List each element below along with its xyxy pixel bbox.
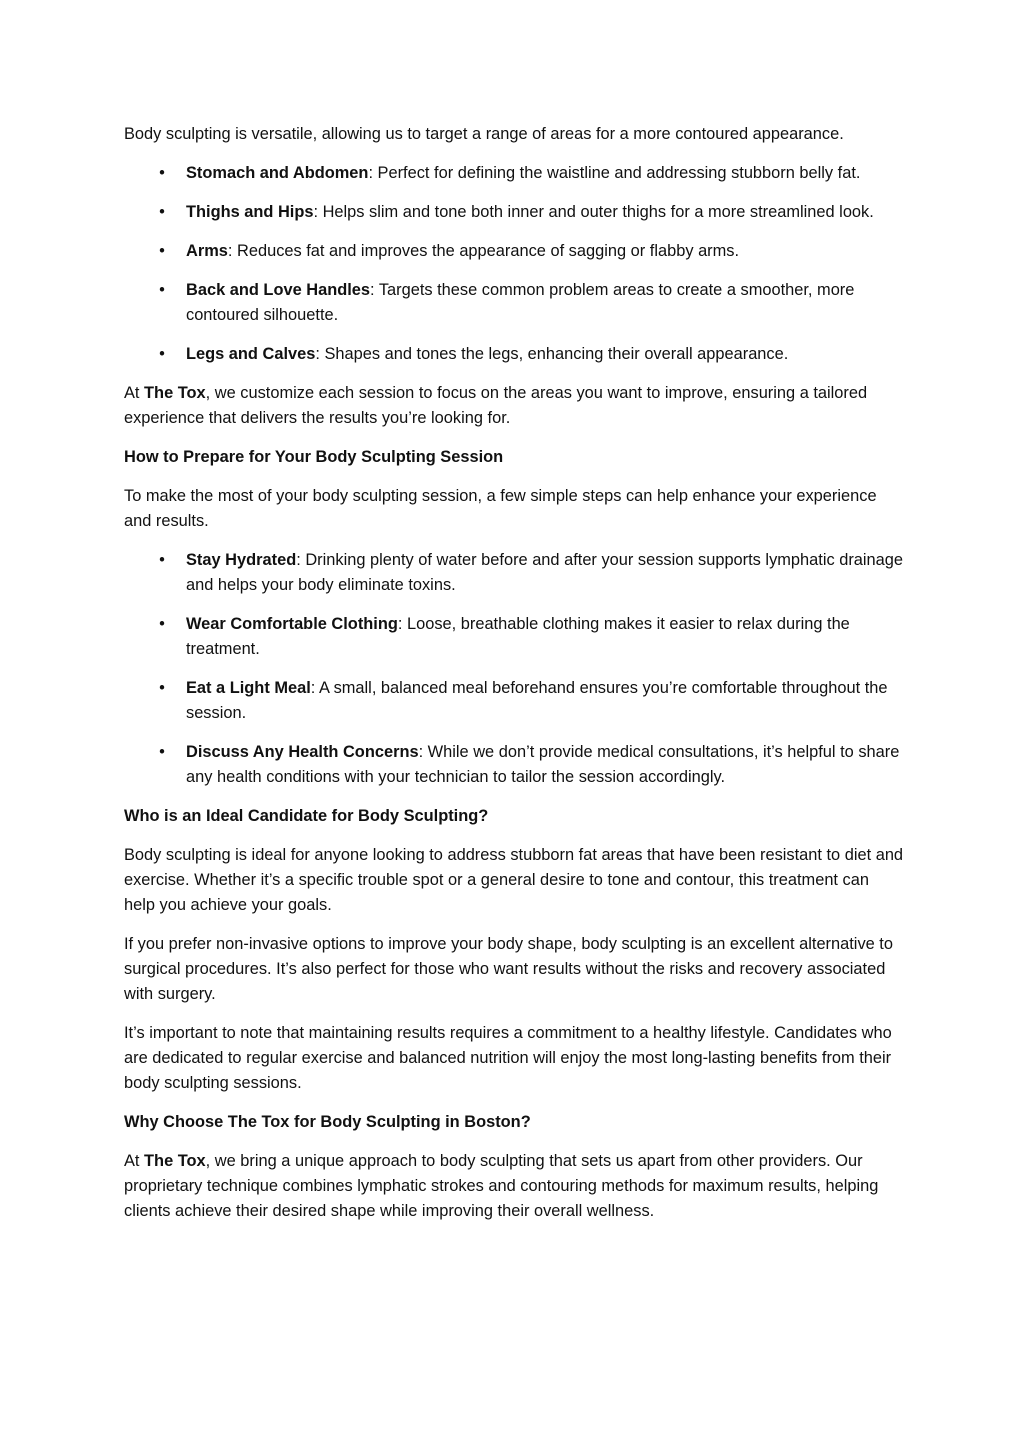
bullet-icon: •	[159, 345, 165, 363]
list-item	[159, 612, 904, 662]
prepare-steps-list	[124, 548, 904, 790]
why-paragraph	[124, 1149, 904, 1224]
list-item-description: : Helps slim and tone both inner and outer thighs for a more streamlined look.	[313, 203, 874, 221]
why-text: , we bring a unique approach to body sculpting that sets us apart from other providers. Our proprietary technique combines lymphatic strokes and contouring methods for maximum results, helping clients achieve their desired shape while improving their overall wellness.	[124, 1152, 879, 1220]
list-item	[159, 278, 904, 328]
list-item	[159, 200, 904, 225]
bullet-icon: •	[159, 615, 165, 633]
list-item-term: Legs and Calves	[186, 345, 316, 363]
candidate-heading: Who is an Ideal Candidate for Body Sculpting?	[124, 807, 489, 825]
list-item	[159, 161, 904, 186]
list-item-term: Thighs and Hips	[186, 203, 314, 221]
customize-text: , we customize each session to focus on the areas you want to improve, ensuring a tailored experience that delivers the results you’re looking for.	[124, 384, 868, 427]
candidate-paragraph: It’s important to note that maintaining results requires a commitment to a healthy lifestyle. Candidates who are dedicated to regular exercise and balanced nutrition will enjoy the most long-lasting benefits from their body sculpting sessions.	[124, 1024, 892, 1092]
bullet-icon: •	[159, 679, 165, 697]
list-item	[159, 239, 904, 264]
bullet-icon: •	[159, 164, 165, 182]
prepare-heading: How to Prepare for Your Body Sculpting Session	[124, 448, 504, 466]
list-item-description: : Perfect for defining the waistline and addressing stubborn belly fat.	[368, 164, 861, 182]
list-item	[159, 548, 904, 598]
list-item-term: Wear Comfortable Clothing	[186, 615, 398, 633]
list-item-description: : A small, balanced meal beforehand ensures you’re comfortable throughout the session.	[186, 679, 888, 722]
list-item	[159, 676, 904, 726]
brand-name: The Tox	[144, 384, 206, 402]
candidate-paragraph: Body sculpting is ideal for anyone looking to address stubborn fat areas that have been resistant to diet and exercise. Whether it’s a specific trouble spot or a general desire to tone and contour, this treatment can help you achieve your goals.	[124, 846, 904, 914]
list-item-term: Discuss Any Health Concerns	[186, 743, 419, 761]
customize-prefix: At	[124, 384, 145, 402]
list-item-term: Eat a Light Meal	[186, 679, 311, 697]
list-item-description: : Shapes and tones the legs, enhancing their overall appearance.	[315, 345, 789, 363]
intro-paragraph: Body sculpting is versatile, allowing us to target a range of areas for a more contoured appearance.	[124, 125, 844, 143]
bullet-icon: •	[159, 242, 165, 260]
list-item	[159, 342, 904, 367]
bullet-icon: •	[159, 551, 165, 569]
bullet-icon: •	[159, 203, 165, 221]
prepare-intro: To make the most of your body sculpting session, a few simple steps can help enhance your experience and results.	[124, 487, 877, 530]
list-item-term: Back and Love Handles	[186, 281, 371, 299]
candidate-paragraph: If you prefer non-invasive options to improve your body shape, body sculpting is an excellent alternative to surgical procedures. It’s also perfect for those who want results without the risks and recovery associated with surgery.	[124, 935, 893, 1003]
list-item-description: : Reduces fat and improves the appearance of sagging or flabby arms.	[227, 242, 740, 260]
list-item-description: : Loose, breathable clothing makes it easier to relax during the treatment.	[186, 615, 850, 658]
document-page	[124, 122, 904, 1238]
list-item	[159, 740, 904, 790]
list-item-term: Stay Hydrated	[186, 551, 297, 569]
customize-paragraph	[124, 381, 904, 431]
list-item-description: : While we don’t provide medical consultations, it’s helpful to share any health conditions with your technician to tailor the session accordingly.	[186, 743, 900, 786]
list-item-term: Arms	[186, 242, 228, 260]
brand-name: The Tox	[144, 1152, 206, 1170]
bullet-icon: •	[159, 281, 165, 299]
list-item-term: Stomach and Abdomen	[186, 164, 369, 182]
bullet-icon: •	[159, 743, 165, 761]
why-heading: Why Choose The Tox for Body Sculpting in Boston?	[124, 1113, 531, 1131]
target-areas-list	[124, 161, 904, 367]
list-item-description: : Targets these common problem areas to create a smoother, more contoured silhouette.	[186, 281, 855, 324]
why-prefix: At	[124, 1152, 145, 1170]
list-item-description: : Drinking plenty of water before and after your session supports lymphatic drainage and helps your body eliminate toxins.	[186, 551, 904, 594]
